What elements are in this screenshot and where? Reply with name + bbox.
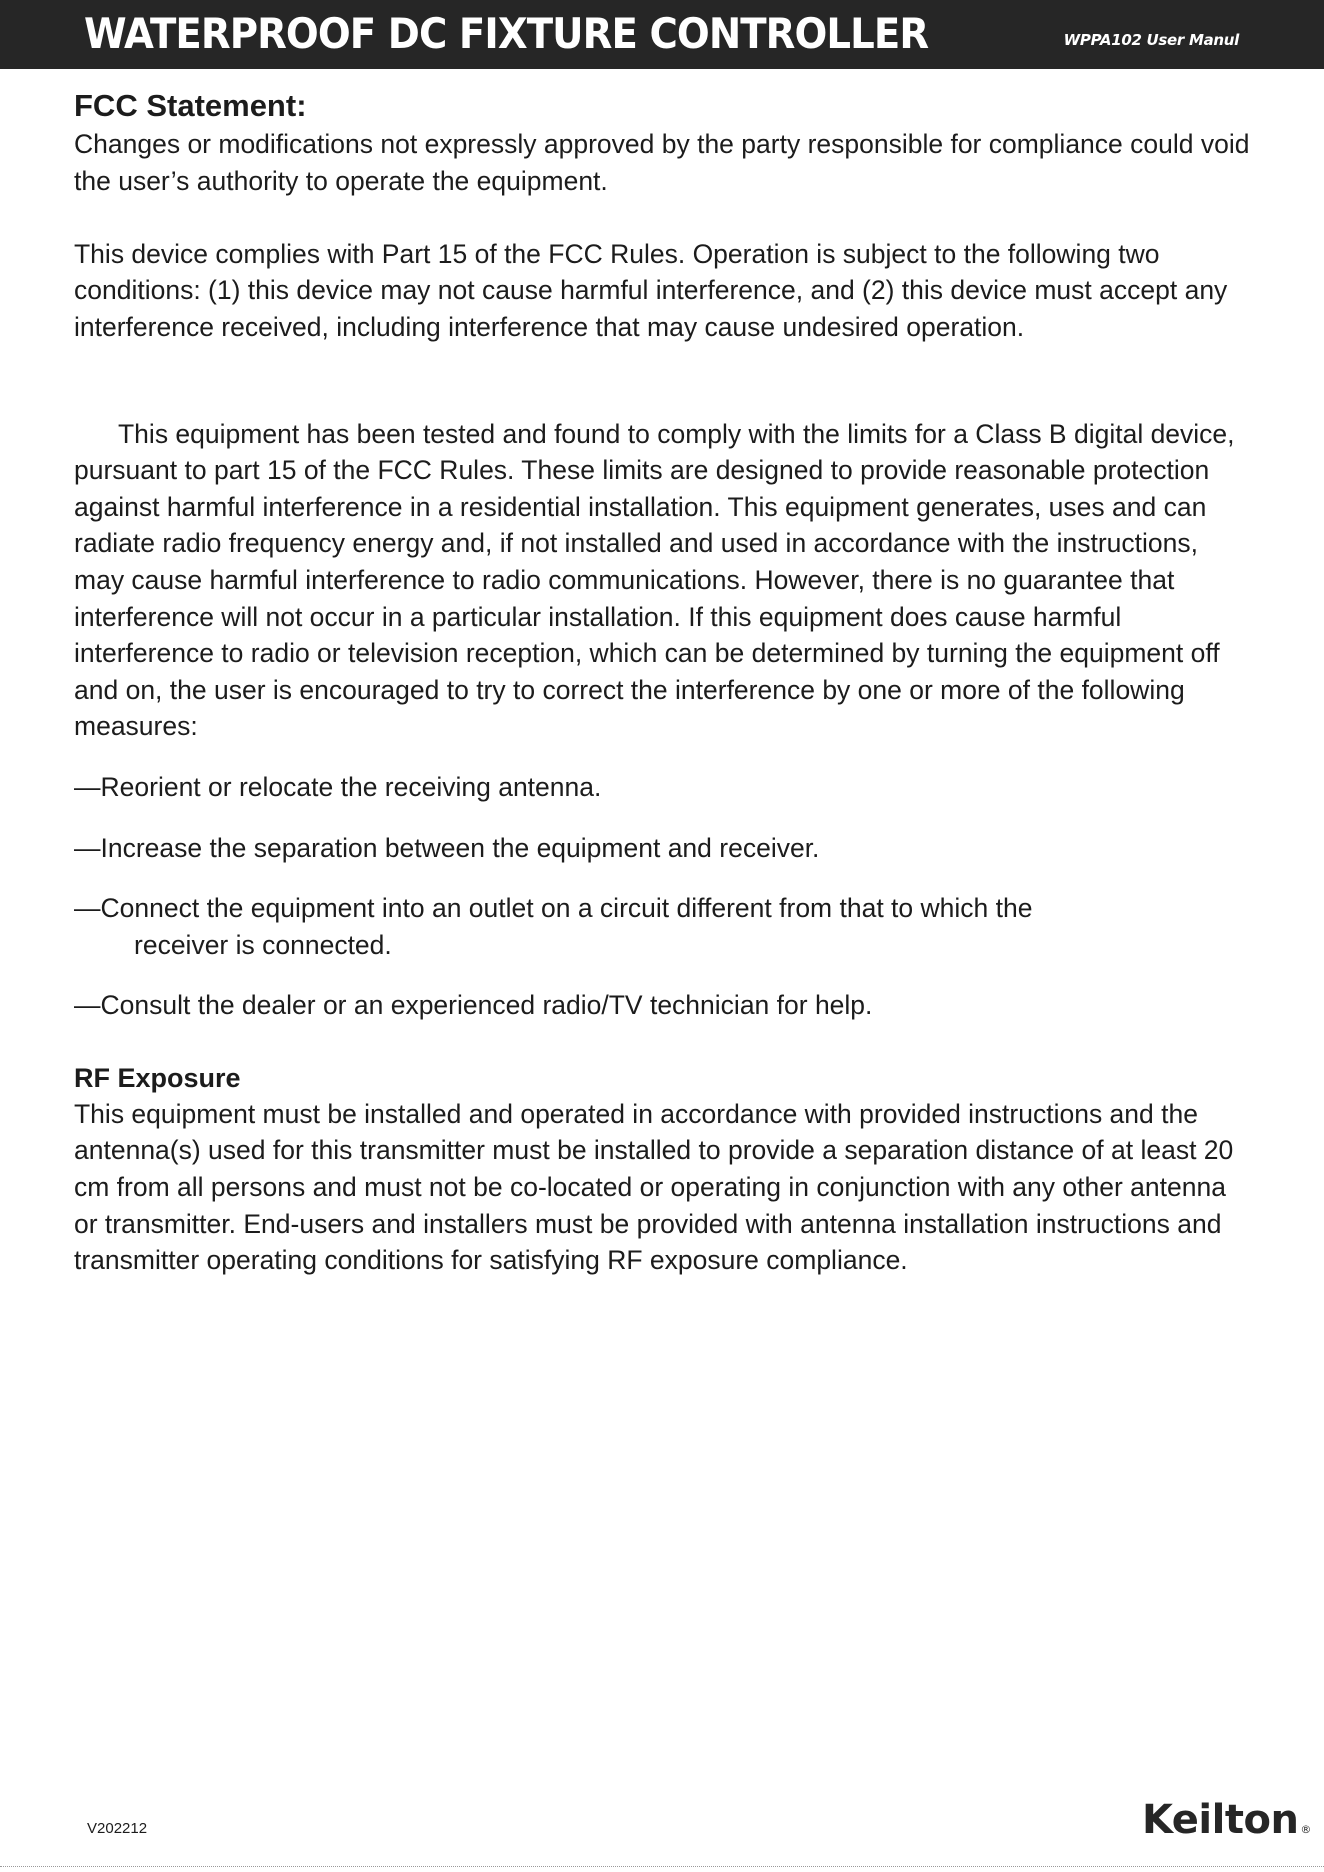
brand-logo: [1142, 1797, 1311, 1853]
page-bottom-rule: [0, 1866, 1324, 1867]
measures-list: [74, 769, 1254, 1024]
measure-item: —Reorient or relocate the receiving antenna.: [74, 771, 602, 802]
measure-item: —Consult the dealer or an experienced radio/TV technician for help.: [74, 990, 873, 1021]
document-body: [74, 86, 1254, 1279]
brand-logo-text: Keilton: [1142, 1797, 1299, 1843]
version-code: V202212: [87, 1820, 148, 1837]
rf-exposure-heading: RF Exposure: [74, 1062, 241, 1093]
header-bar: [0, 0, 1324, 69]
measure-item: [74, 890, 1254, 963]
fcc-statement-heading: FCC Statement:: [74, 88, 307, 123]
measure-item-continuation: receiver is connected.: [134, 929, 392, 960]
document-title: WATERPROOF DC FIXTURE CONTROLLER: [84, 9, 929, 58]
measure-item-text: —Connect the equipment into an outlet on a circuit different from that to which the: [74, 893, 1033, 924]
registered-mark: ®: [1300, 1823, 1311, 1836]
rf-exposure-paragraph: This equipment must be installed and operated in accordance with provided instructions and the antenna(s) used for this transmitter must be installed to provide a separation distance of at least 20 cm from all persons and must not be co-located or operating in conjunction with any other antenna or transmitter. End-users and installers must be provided with antenna installation instructions and transmitter operating conditions for satisfying RF exposure compliance.: [74, 1098, 1234, 1276]
fcc-paragraph-3: This equipment has been tested and found to comply with the limits for a Class B digital device, pursuant to part 15 of the FCC Rules. These limits are designed to provide reasonable protection against harmful interference in a residential installation. This equipment generates, uses and can radiate radio frequency energy and, if not installed and used in accordance with the instructions, may cause harmful interference to radio communications. However, there is no guarantee that interference will not occur in a particular installation. If this equipment does cause harmful interference to radio or television reception, which can be determined by turning the equipment off and on, the user is encouraged to try to correct the interference by one or more of the following measures:: [74, 418, 1235, 742]
fcc-paragraph-1: Changes or modifications not expressly approved by the party responsible for compliance could void the user’s authority to operate the equipment.: [74, 129, 1250, 196]
measure-item: —Increase the separation between the equipment and receiver.: [74, 832, 820, 863]
fcc-paragraph-2: This device complies with Part 15 of the FCC Rules. Operation is subject to the following two conditions: (1) this device may not cause harmful interference, and (2) this device must accept any interference received, including interference that may cause undesired operation.: [74, 238, 1228, 342]
manual-label: WPPA102 User Manul: [1063, 31, 1239, 49]
